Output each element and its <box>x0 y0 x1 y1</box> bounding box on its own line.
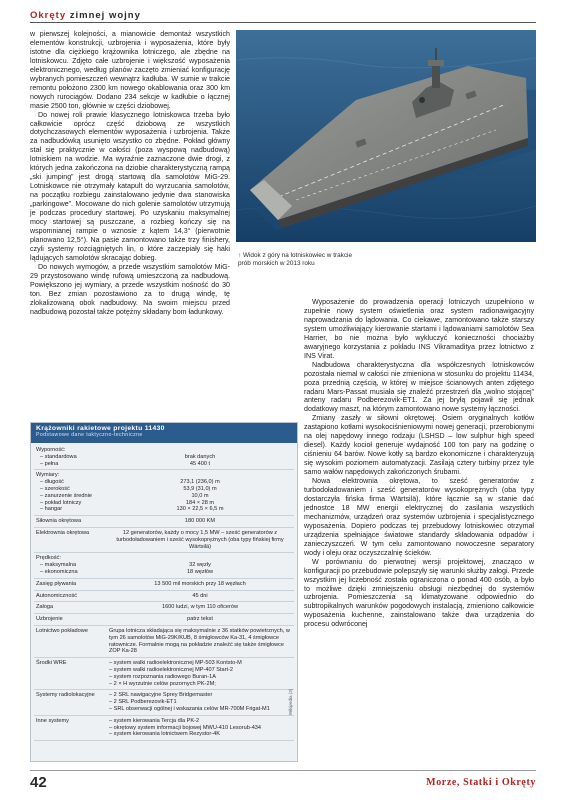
spec-row-value <box>106 470 294 515</box>
spec-row-value-line: 45 dni <box>192 592 208 599</box>
spec-row-value-line: 130 × 22,5 × 6,5 m <box>176 506 224 513</box>
spec-row-label-text: Inne systemy <box>36 717 69 724</box>
section-title <box>30 10 141 21</box>
spec-row-label-text: Wyporność: <box>36 447 66 453</box>
spec-row-value <box>106 716 294 740</box>
spec-row-value-line: 32 węzły <box>189 562 211 569</box>
carrier-photo-image <box>236 30 536 242</box>
spec-row-spacer <box>109 447 291 454</box>
spec-row-value <box>106 690 294 714</box>
spec-table <box>30 422 298 762</box>
spec-row-value-line: 273,1 (236,0) m <box>180 479 220 486</box>
spec-row-value-line: 180 000 KM <box>184 518 216 525</box>
carrier-photo <box>236 30 536 242</box>
spec-row-value <box>106 553 294 577</box>
spec-row-value-line: – SRL obserwacji ogólnej i wskazania celów MR-700M Frigat-M1 <box>109 705 270 712</box>
spec-row-value-line: – system walki radioelektronicznej MP-407 Start-2 <box>109 666 234 673</box>
spec-row-value <box>106 591 294 602</box>
spec-row-label <box>34 528 106 552</box>
spec-row-value-line: brak danych <box>184 453 216 460</box>
paragraph: Nadbudowa charakterystyczna dla współczesnych lotniskowców pozostała niemal w całości nie zmieniona w stosunku do projektu 11434, poza przednią częścią, w której w miejsce ścianowych anten zdjętego radaru Mars-Passat musiała się znaleźć przestrzeń dla „wolno stojącej” anteny radaru Podberezovik-ET1. Za jej bryłą pojawił się jednak dodatkowy maszt, na którym zamontowano nowe systemy łączności. <box>304 360 534 414</box>
spec-row-label-text: Zasięg pływania <box>36 580 77 587</box>
spec-row-sublabel: – maksymalna <box>40 562 77 569</box>
spec-row-label-text: Uzbrojenie <box>36 616 63 623</box>
spec-row-value <box>106 528 294 552</box>
spec-row-label <box>34 579 106 590</box>
paragraph: Nowa elektrownia okrętowa, to sześć generatorów z turbodoładowaniem i sześć generatorów wysokoprężnych (oba typy dostarczyła fińska firma Wärtsilä), które łącznie są w stanie dać jednostce 18 MW energii elektrycznej do zasilania wszystkich mechanizmów, urządzeń oraz systemów uzbrojenia i specjalistycznego wyposażenia. Dopiero podczas tej przebudowy lotniskowiec otrzymał urządzenia spełniające światowe standardy składowania odpadów i zanieczyszczeń. W tym celu zamontowano nowoczesne separatory wody i oleju oraz oczyszczalnię ścieków. <box>304 477 534 557</box>
paragraph: Zmiany zaszły w siłowni okrętowej. Osiem oryginalnych kotłów zastąpiono kotłami wysokociśnieniowymi nowej generacji, przerobionymi na olej napędowy innego rodzaju (LSHSD – low sulphur high speed diesel). Każdy kocioł generuje wydajność 100 ton pary na godzinę o ciśnieniu 64 barów. Nowe kotły są bardzo ekonomiczne i charakteryzują się wysokim poziomem automatyzacji. Zasilają cztery turbiny przez tyle samo wałów napędowych zakończonych śrubami. <box>304 414 534 477</box>
spec-row-label-text: Systemy radiolokacyjne <box>36 692 95 699</box>
spec-row-label-text: Autonomiczność <box>36 592 78 599</box>
spec-table-row <box>34 602 294 614</box>
spec-row-spacer <box>109 472 291 479</box>
spec-table-subtitle: Podstawowe dane taktyczno-techniczne <box>36 432 143 438</box>
spec-row-sublabel: – szerokość <box>40 485 70 492</box>
spec-row-label-text: Załoga <box>36 604 54 611</box>
spec-row-sublabel: – standardowa <box>40 453 77 460</box>
spec-row-value-line: 45 400 t <box>189 460 211 467</box>
spec-row-value <box>106 658 294 689</box>
spec-row-label <box>34 470 106 515</box>
spec-row-value-line: 53,9 (31,0) m <box>183 485 217 492</box>
spec-table-row <box>34 470 294 516</box>
spec-row-label <box>34 591 106 602</box>
spec-row-sublabel: – pełna <box>40 460 59 467</box>
spec-table-row <box>34 626 294 658</box>
section-title-rest: zimnej wojny <box>69 10 141 21</box>
spec-table-row <box>34 516 294 528</box>
spec-row-value <box>106 516 294 527</box>
spec-row-value-line: 12 generatorów, każdy o mocy 1,5 MW – sześć generatorów z turbodoładowaniem i sześć wysokoprężnych (oba typy fińskiej firmy Wärtsilä) <box>116 529 284 550</box>
spec-row-label-text: Środki WRE <box>36 660 67 667</box>
spec-row-value <box>106 626 294 657</box>
spec-row-value-line: Grupa lotnicza składająca się maksymalnie z 36 statków powietrznych, w tym 26 samolotów MiG-29K/KUB, 8 śmigłowców Ka-31, 4 śmigłowce ratownicze. Formalnie mogą na pokładzie znaleźć się także śmigłowce ZOP Ka-28 <box>109 627 290 655</box>
spec-row-label <box>34 716 106 740</box>
spec-table-row <box>34 716 294 741</box>
section-title-main: Okręty <box>30 10 67 21</box>
spec-row-value-line: 1600 ludzi, w tym 110 oficerów <box>161 604 239 611</box>
spec-row-value-line: – system rozpoznania radiowego Buran-1A <box>109 673 216 680</box>
spec-table-title: Krążowniki rakietowe projektu 11430 <box>36 425 165 432</box>
spec-row-value-line: – okrętowy system informacji bojowej MWU-410 Lesorub-434 <box>109 724 262 731</box>
spec-row-label-text: Elektrownia okrętowa <box>36 529 90 536</box>
spec-row-value-line: – 2 SRL Podberezovik-ET1 <box>109 699 177 706</box>
spec-table-row <box>34 690 294 715</box>
spec-row-label-text: Prędkość: <box>36 555 61 562</box>
spec-row-label <box>34 553 106 577</box>
spec-row-value-line: 184 × 28 m <box>185 499 215 506</box>
spec-table-row <box>34 528 294 553</box>
spec-row-sublabel: – zanurzenie średnie <box>40 492 92 499</box>
paragraph: Do nowej roli prawie klasycznego lotniskowca trzeba było całkowicie oprócz część dziobową ze wszystkich dotychczasowych elementów wyposażenia i uzbrojenia. Także za nadbudówką usunięto wszystko co zbędne. Pokład główny stał się praktycznie w całości (poza wyspową nadbudową) lotniskiem na wodzie. Ma wyraźnie zaznaczone dwie drogi, z których jedna zakończona na dziobie charakterystyczną rampą „ski jumping” jest drogą startową dla samolotów MiG-29. Lotniskowce nie otrzymały katapult do wyrzucania samolotów, na początku rozbiegu zainstalowano jedynie dwa stanowiska „parkingowe”. Mocowane do nich golenie samolotów utrzymują je podczas procedury startowej. Po uzyskaniu maksymalnej mocy startowej są puszczane, a rozbieg kończy się na wspomnianej rampie o wznosie z kątem 14,3° (pierwotnie planowano 12,5°). Na pasie zamontowano także trzy finishery, czyli systemy rozciągniętych lin, o które zaczepiały się haki lądujących samolotów skracając dobieg. <box>30 110 230 262</box>
spec-row-value-line: 18 węzłów <box>186 568 214 575</box>
spec-row-label <box>34 516 106 527</box>
spec-table-row <box>34 553 294 578</box>
footer-rule <box>30 770 536 771</box>
spec-row-value-line: 13 500 mil morskich przy 18 węzłach <box>154 580 246 587</box>
spec-table-row <box>34 658 294 690</box>
magazine-name: Morze, Statki i Okręty <box>426 777 536 788</box>
spec-row-value-line: – 2 × H wyrzutnie celów pozornych PK-2M; <box>109 680 216 687</box>
spec-table-body <box>34 445 294 741</box>
spec-row-sublabel: – pokład lotniczy <box>40 499 82 506</box>
paragraph: Do nowych wymogów, a przede wszystkim samolotów MiG-29 przystosowano windę rufową umieszczoną za nadbudową. Powiększono jej wymiary, a przede wszystkim nośność do 30 ton. Bez zmian pozostawiono za to drugą windę, tę zlokalizowaną obok nadbudowy. Na swoim miejscu przed nadbudową pozostał także potężny składany bom ładunkowy. <box>30 262 230 316</box>
paragraph: Wyposażenie do prowadzenia operacji lotniczych uzupełniono w zupełnie nowy system oświetlenia oraz system radionawigacyjny naprowadzania do lądowania. Co ciekawe, zamontowano także starszy system umożliwiający kierowanie startami i lądowaniami samolotów Sea Harrier, bo nie można było wykluczyć konieczności chociażby awaryjnego korzystania z pokładu INS Vikramaditya przez lotnictwo z INS Virat. <box>304 298 534 360</box>
spec-row-value <box>106 579 294 590</box>
spec-row-value <box>106 614 294 625</box>
spec-table-row <box>34 579 294 591</box>
spec-row-label-text: Lotnictwo pokładowe <box>36 627 88 634</box>
spec-row-value <box>106 602 294 613</box>
spec-row-label-text: Siłownia okrętowa <box>36 518 82 525</box>
running-header <box>30 8 536 26</box>
spec-row-value-line: – 2 SRL nawigacyjne Sprey Bridgemaster <box>109 692 213 699</box>
photo-caption <box>238 252 356 267</box>
page-number: 42 <box>30 774 47 791</box>
spec-row-spacer <box>109 555 291 562</box>
paragraph: W porównaniu do pierwotnej wersji projektowej, znacząco w konfiguracji po przebudowie polepszyły się warunki służby załogi. Przede wszystkim jej liczebność została ograniczona o ponad 400 osób, a było to możliwe dzięki zmniejszeniu obsługi niezbędnej do systemów uzbrojenia. Pomieszczenia są klimatyzowane odpowiednio do subtropikalnych warunków pogodowych instalacją, zmieniono całkowicie wyposażenia kuchenne, zainstalowano także dwa urządzenia do procesu odwróconej <box>304 557 534 629</box>
spec-row-label <box>34 626 106 657</box>
spec-row-label <box>34 602 106 613</box>
spec-row-label <box>34 445 106 469</box>
spec-row-label-text: Wymiary: <box>36 472 60 479</box>
header-rule <box>30 22 536 23</box>
spec-row-sublabel: – długość <box>40 479 64 486</box>
spec-row-value-line: – system kierowania lotnictwem Rezystor-4K <box>109 731 220 738</box>
spec-table-row <box>34 591 294 603</box>
photo-credit: Wikipedia (3) <box>288 688 293 715</box>
page-footer <box>30 770 536 792</box>
spec-row-value-line: patrz tekst <box>187 616 213 623</box>
spec-row-label <box>34 658 106 689</box>
paragraph: w pierwszej kolejności, a mianowicie demontaż wszystkich elementów konstrukcji, uzbrojenia i wyposażenia, które były istotne dla ciężkiego krążownika lotniczego, ale zbędne na lotniskowcu. Zdjęto całe uzbrojenie i większość wyposażenia elektronicznego, według planów zaczęto zmieniać konfigurację wybranych pomieszczeń wewnątrz kadłuba. W sumie w trakcie remontu położono 2300 km nowego okablowania oraz 300 km nowych rurociągów. Dodano 234 sekcje w kadłubie o łącznej masie 2500 ton, głównie w części dziobowej. <box>30 30 230 110</box>
spec-table-row <box>34 445 294 470</box>
left-text-column <box>30 30 230 317</box>
right-text-column <box>304 298 534 629</box>
caption-arrow-icon: ↑ <box>238 252 242 259</box>
spec-row-label <box>34 614 106 625</box>
spec-row-sublabel: – ekonomiczna <box>40 568 78 575</box>
caption-text: Widok z góry na lotniskowiec w trakcie prób morskich w 2013 roku <box>238 252 353 267</box>
spec-row-label <box>34 690 106 714</box>
spec-row-value-line: – system walki radioelektronicznej MP-503 Kontsto-M <box>109 660 242 667</box>
spec-row-sublabel: – hangar <box>40 506 63 513</box>
spec-row-value-line: – system kierowania Tercja dla PK-2 <box>109 717 200 724</box>
spec-table-header <box>31 423 297 443</box>
spec-table-row <box>34 614 294 626</box>
spec-row-value <box>106 445 294 469</box>
spec-row-value-line: 10,0 m <box>191 492 209 499</box>
